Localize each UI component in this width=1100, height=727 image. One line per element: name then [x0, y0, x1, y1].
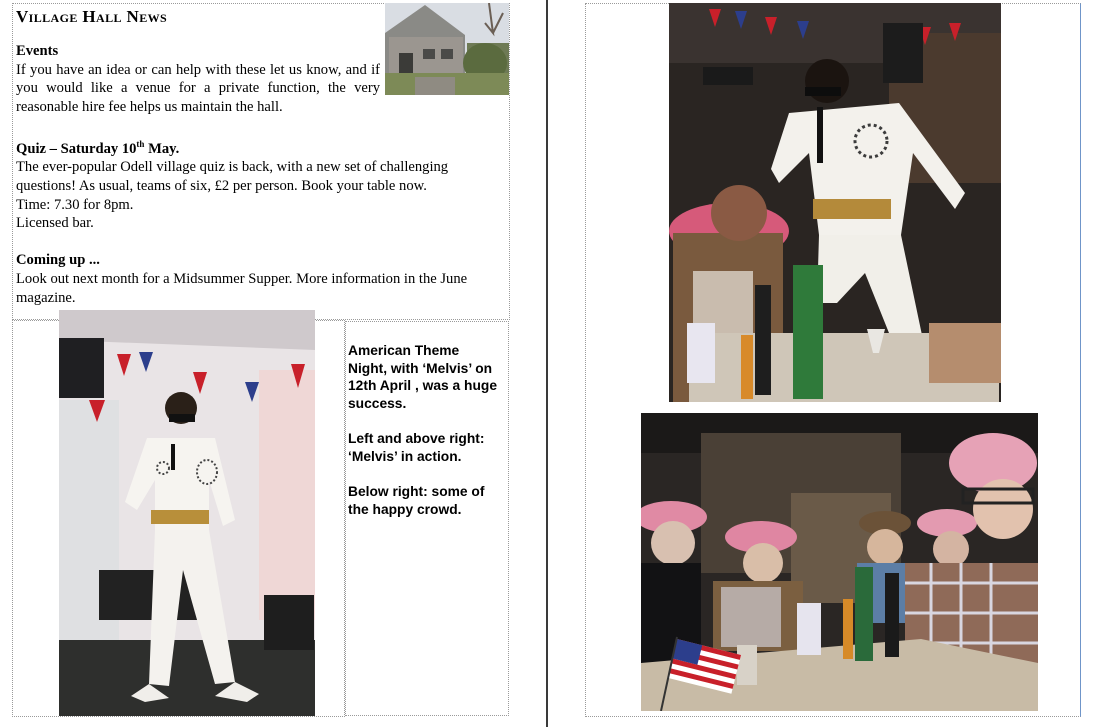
- events-section: [16, 42, 380, 117]
- quiz-body: The ever-popular Odell village quiz is back, with a new set of challenging questions! As usual, teams of six, £2 per person. Book your table now.: [16, 159, 449, 195]
- caption-happy-crowd: Below right: some of the happy crowd.: [348, 484, 485, 517]
- caption-melvis-action: Left and above right: ‘Melvis’ in action.: [348, 431, 485, 464]
- melvis-crowd-photo: [669, 3, 1001, 402]
- quiz-bar: Licensed bar.: [16, 215, 94, 232]
- events-heading: Events: [16, 43, 59, 59]
- happy-crowd-photo: [641, 413, 1038, 711]
- melvis-performing-photo: [59, 310, 315, 716]
- page-spine: [546, 0, 548, 727]
- coming-up-body: Look out next month for a Midsummer Supper. More information in the June magazine.: [16, 270, 468, 306]
- right-page: [549, 0, 1100, 727]
- photo-captions: [345, 321, 509, 716]
- village-hall-photo: [385, 3, 509, 95]
- quiz-heading: Quiz – Saturday 10th May.: [16, 138, 180, 157]
- quiz-time: Time: 7.30 for 8pm.: [16, 196, 134, 213]
- events-body: If you have an idea or can help with these let us know, and if you would like a venue for a private function, the very reasonable hire fee helps us maintain the hall.: [16, 61, 380, 116]
- caption-theme-night: American Theme Night, with ‘Melvis’ on 12th April , was a huge success.: [348, 343, 497, 411]
- left-page: [0, 0, 546, 727]
- coming-up-heading: Coming up ...: [16, 252, 100, 269]
- newsletter-title: Village Hall News: [16, 7, 168, 26]
